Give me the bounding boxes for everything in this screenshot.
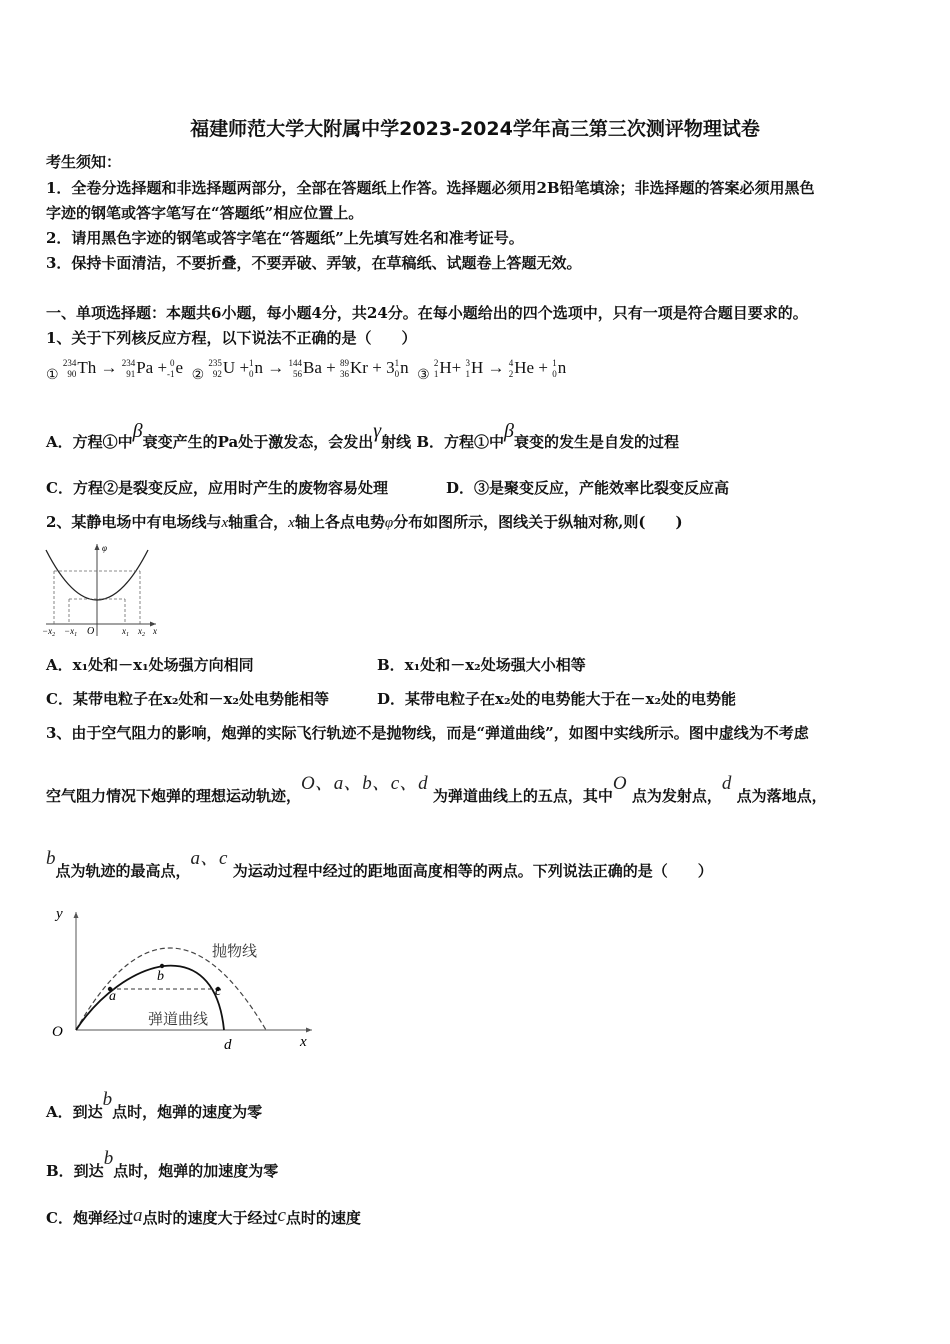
notice-item-1: 1．全卷分选择题和非选择题两部分，全部在答题纸上作答。选择题必须用2B铅笔填涂；非选择题的答案必须用黑色 (46, 179, 815, 197)
q2-option-c: C．某带电粒子在x₂处和－x₂处电势能相等 (46, 690, 329, 708)
q3-stem-line1: 3、由于空气阻力的影响，炮弹的实际飞行轨迹不是抛物线，而是“弹道曲线”，如图中实线所示。图中虚线为不考虑 (46, 724, 809, 742)
q2-option-d: D．某带电粒子在x₂处的电势能大于在－x₂处的电势能 (377, 690, 737, 708)
eq-marker-2: ② (191, 368, 205, 383)
q1-option-a: A．方程①中 (46, 433, 133, 451)
nuclide-u: U (222, 358, 236, 377)
point-b (160, 964, 164, 968)
q3-stem-line3: b点为轨迹的最高点，a、c 为运动过程中经过的距地面高度相等的两点。下列说法正确的是（ ） (46, 848, 713, 880)
q3-option-a: A．到达b点时，炮弹的速度为零 (46, 1089, 263, 1121)
tick-neg-x2: $-x_2$ (42, 626, 56, 638)
nuclide-pa: Pa (136, 358, 154, 377)
q2-potential-graph (42, 540, 167, 640)
q3-points: O、a、b、c、d (301, 773, 428, 794)
nuclide-kr: Kr (350, 358, 368, 377)
tick-x1: $x_1$ (122, 626, 129, 638)
beta-symbol: β (132, 420, 143, 442)
notice-heading: 考生须知： (46, 153, 122, 171)
label-b: b (157, 969, 164, 984)
nuclide-h3: H (471, 358, 484, 377)
nuclide-ba: Ba (303, 358, 322, 377)
label-parabola: 抛物线 (212, 944, 258, 960)
q1-option-d: D．③是聚变反应，产能效率比裂变反应高 (446, 479, 730, 497)
origin-label: O (52, 1024, 63, 1040)
q3-trajectory-graph (44, 900, 324, 1060)
nuclide-h2: H (439, 358, 452, 377)
notice-item-3: 3．保持卡面清洁，不要折叠，不要弄破、弄皱，在草稿纸、试题卷上答题无效。 (46, 254, 582, 272)
q2-option-a: A．x₁处和－x₁处场强方向相同 (46, 656, 254, 674)
axis-label-y: y (56, 906, 63, 922)
q1-stem: 1、关于下列核反应方程，以下说法不正确的是（ ） (46, 329, 417, 347)
nuclide-he: He (514, 358, 535, 377)
section-heading: 一、单项选择题：本题共6小题，每小题4分，共24分。在每小题给出的四个选项中，只有一项是符合题目要求的。 (46, 304, 808, 322)
q2-option-b: B．x₁处和－x₂处场强大小相等 (377, 656, 586, 674)
q1-options-ab: A．方程①中β衰变产生的Pa处于激发态，会发出γ射线 B．方程①中β衰变的发生是自发的过程 (46, 420, 680, 451)
notice-item-1-cont: 字迹的钢笔或答字笔写在“答题纸”相应位置上。 (46, 204, 364, 222)
label-ballistic-curve: 弹道曲线 (148, 1012, 209, 1028)
page-title: 福建师范大学大附属中学2023-2024学年高三第三次测评物理试卷 (190, 118, 760, 140)
particle-n: n (254, 358, 264, 377)
label-d: d (224, 1037, 232, 1053)
eq-marker-1: ① (46, 368, 59, 383)
axis-label-x: x (153, 626, 157, 636)
eq-marker-3: ③ (417, 368, 430, 383)
origin-label: O (87, 626, 95, 637)
label-c: c (215, 984, 222, 999)
label-a: a (109, 989, 116, 1004)
tick-x2: $x_2$ (138, 626, 145, 638)
notice-item-2: 2．请用黑色字迹的钢笔或答字笔在“答题纸”上先填写姓名和准考证号。 (46, 229, 524, 247)
gamma-symbol: γ (373, 420, 382, 442)
q2-stem: 2、某静电场中有电场线与x轴重合，x轴上各点电势φ分布如图所示，图线关于纵轴对称,则( ) (46, 513, 683, 531)
axis-label-x: x (300, 1034, 307, 1050)
q1-option-b: B．方程①中 (416, 433, 505, 451)
q1-option-c: C．方程②是裂变反应，应用时产生的废物容易处理 (46, 479, 388, 497)
tick-neg-x1: $-x_1$ (64, 626, 78, 638)
nuclide-th: Th (77, 358, 97, 377)
q1-equations: $_①$ 234 90 Th → 234 91 Pa + 0 -1 e $_②$ 235 92 U + 1 0 n → 144 56 Ba + 89 36 Kr + 3 1 0 n $_③$ 2 1 H+ 3 1 H → 4 2 He + 1 0 n (46, 358, 567, 383)
particle-e: e (175, 358, 184, 377)
q3-option-b: B．到达b点时，炮弹的加速度为零 (46, 1148, 279, 1180)
q3-stem-line2: 空气阻力情况下炮弹的理想运动轨迹，O、a、b、c、d 为弹道曲线上的五点，其中O 点为发射点，d 点为落地点， (46, 773, 827, 805)
q3-option-c: C．炮弹经过a点时的速度大于经过c点时的速度 (46, 1205, 361, 1227)
axis-label-phi: φ (102, 543, 107, 553)
